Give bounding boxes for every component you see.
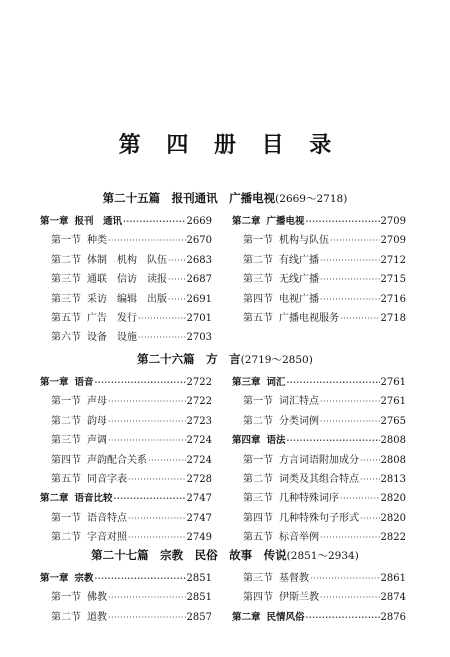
entry-page-number: 2747 <box>186 512 212 524</box>
dot-leader <box>128 470 186 489</box>
entry-page-number: 2701 <box>186 312 212 324</box>
part-title-text: 第二十五篇 报刊通讯 广播电视 <box>102 191 276 205</box>
entry-page-number: 2683 <box>186 254 212 266</box>
entry-number: 第三节 <box>51 293 81 305</box>
toc-section-entry[interactable] <box>40 328 212 347</box>
entry-page-number: 2670 <box>186 235 212 247</box>
dot-leader <box>95 569 186 588</box>
entry-number: 第五节 <box>243 532 273 544</box>
dot-leader <box>320 392 380 411</box>
entry-title: 词汇特点 <box>279 396 319 408</box>
toc-chapter-entry[interactable] <box>232 373 406 392</box>
dot-leader <box>95 373 186 392</box>
dot-leader <box>108 412 186 431</box>
entry-title: 广告 发行 <box>87 312 137 324</box>
dot-leader <box>320 528 380 547</box>
entry-number: 第二节 <box>243 473 273 485</box>
toc-column-right <box>232 212 406 328</box>
dot-leader <box>123 212 186 231</box>
toc-section-entry[interactable] <box>232 489 406 508</box>
entry-title: 基督教 <box>279 573 309 584</box>
entry-page-number: 2857 <box>186 611 212 623</box>
toc-section-entry[interactable] <box>40 270 212 289</box>
entry-number: 第一章 <box>40 216 69 227</box>
entry-title: 佛教 <box>87 592 107 604</box>
part-title <box>0 547 450 563</box>
entry-title: 语音特点 <box>87 512 127 524</box>
entry-title: 机构与队伍 <box>279 235 329 247</box>
entry-number: 第四节 <box>243 293 273 305</box>
toc-chapter-entry[interactable] <box>232 431 406 450</box>
toc-column-right <box>232 569 406 627</box>
dot-leader <box>360 470 380 489</box>
entry-number: 第三节 <box>243 573 273 584</box>
entry-page-number: 2709 <box>380 235 406 247</box>
entry-number: 第一节 <box>243 454 273 466</box>
entry-title: 道教 <box>87 611 107 623</box>
dot-leader <box>108 588 186 607</box>
dot-leader <box>108 231 186 250</box>
entry-title: 伊斯兰教 <box>279 592 319 604</box>
toc-section-entry[interactable] <box>40 470 212 489</box>
toc-section-entry[interactable] <box>232 528 406 547</box>
entry-number: 第二节 <box>51 415 81 427</box>
dot-leader <box>320 270 380 289</box>
dot-leader <box>108 392 186 411</box>
entry-page-number: 2716 <box>380 293 406 305</box>
part-page-range: (2669～2718) <box>275 193 348 205</box>
entry-page-number: 2874 <box>380 592 406 604</box>
entry-title: 声调 <box>87 435 107 447</box>
dot-leader <box>168 290 186 309</box>
entry-title: 字音对照 <box>87 532 127 544</box>
entry-title: 宗教 <box>74 573 94 584</box>
entry-title: 标音举例 <box>279 532 319 544</box>
dot-leader <box>138 328 186 347</box>
entry-title: 种类 <box>87 235 107 247</box>
toc-column-left <box>40 212 212 348</box>
page-title: 第 四 册 目 录 <box>118 133 341 158</box>
entry-page-number: 2712 <box>380 254 406 266</box>
part-title-text: 第二十六篇 方 言 <box>137 352 241 366</box>
entry-title: 语音 <box>74 377 94 388</box>
entry-number: 第二节 <box>243 415 273 427</box>
entry-page-number: 2724 <box>186 454 212 466</box>
toc-section-entry[interactable] <box>232 251 406 270</box>
dot-leader <box>114 489 186 508</box>
entry-page-number: 2669 <box>186 216 212 227</box>
dot-leader <box>320 588 380 607</box>
entry-page-number: 2722 <box>186 396 212 408</box>
entry-page-number: 2749 <box>186 532 212 544</box>
entry-number: 第二章 <box>40 493 69 505</box>
entry-title: 声母 <box>87 396 107 408</box>
entry-title: 广播电视 <box>266 216 305 227</box>
entry-title: 报刊 通讯 <box>74 216 123 227</box>
toc-section-entry[interactable] <box>40 509 212 528</box>
entry-page-number: 2861 <box>380 573 406 584</box>
entry-number: 第二章 <box>232 216 261 227</box>
dot-leader <box>320 251 380 270</box>
entry-page-number: 2813 <box>380 473 406 485</box>
entry-title: 语法 <box>266 435 286 447</box>
entry-page-number: 2820 <box>380 512 406 524</box>
entry-number: 第二节 <box>51 611 81 623</box>
entry-number: 第二章 <box>232 611 261 623</box>
part-title-text: 第二十七篇 宗教 民俗 故事 传说 <box>91 548 287 562</box>
dot-leader <box>340 489 380 508</box>
entry-title: 语音比较 <box>74 493 113 505</box>
toc-chapter-entry[interactable] <box>232 212 406 231</box>
toc-section-entry[interactable] <box>232 392 406 411</box>
entry-number: 第三章 <box>232 377 261 388</box>
part-page-range: (2719～2850) <box>240 354 313 366</box>
dot-leader <box>148 451 186 470</box>
part-title <box>0 351 450 367</box>
entry-title: 分类词例 <box>279 415 319 427</box>
entry-number: 第四节 <box>243 512 273 524</box>
entry-number: 第一节 <box>51 396 81 408</box>
entry-number: 第一节 <box>243 235 273 247</box>
entry-number: 第一节 <box>243 396 273 408</box>
dot-leader <box>168 270 186 289</box>
dot-leader <box>310 569 380 588</box>
toc-section-entry[interactable] <box>232 231 406 250</box>
toc-section-entry[interactable] <box>40 251 212 270</box>
dot-leader <box>128 509 186 528</box>
entry-number: 第四章 <box>232 435 261 447</box>
entry-title: 设备 设施 <box>87 332 137 344</box>
toc-chapter-entry[interactable] <box>40 569 212 588</box>
toc-section-entry[interactable] <box>40 451 212 470</box>
entry-page-number: 2851 <box>186 573 212 584</box>
entry-title: 声韵配合关系 <box>87 454 147 466</box>
dot-leader <box>108 608 186 627</box>
dot-leader <box>287 373 380 392</box>
entry-page-number: 2715 <box>380 274 406 286</box>
entry-title: 方言词语附加成分 <box>279 454 359 466</box>
part-title <box>0 190 450 206</box>
toc-section-entry[interactable] <box>40 608 212 627</box>
entry-page-number: 2761 <box>380 377 406 388</box>
toc-section-entry[interactable] <box>40 392 212 411</box>
dot-leader <box>108 431 186 450</box>
entry-title: 无线广播 <box>279 274 319 286</box>
entry-title: 有线广播 <box>279 254 319 266</box>
entry-title: 同音字表 <box>87 473 127 485</box>
toc-section-entry[interactable] <box>232 569 406 588</box>
entry-number: 第三节 <box>243 493 273 505</box>
toc-section-entry[interactable] <box>40 290 212 309</box>
toc-column-left <box>40 569 212 627</box>
part-page-range: (2851～2934) <box>286 550 359 562</box>
entry-number: 第一节 <box>51 235 81 247</box>
entry-number: 第三节 <box>51 274 81 286</box>
dot-leader <box>287 431 380 450</box>
toc-chapter-entry[interactable] <box>232 608 406 627</box>
entry-page-number: 2718 <box>380 312 406 324</box>
toc-section-entry[interactable] <box>40 431 212 450</box>
toc-section-entry[interactable] <box>232 588 406 607</box>
entry-page-number: 2851 <box>186 592 212 604</box>
toc-section-entry[interactable] <box>232 309 406 328</box>
entry-page-number: 2687 <box>186 274 212 286</box>
toc-column-left <box>40 373 212 548</box>
entry-page-number: 2808 <box>380 435 406 447</box>
toc-section-entry[interactable] <box>232 290 406 309</box>
entry-number: 第五节 <box>51 312 81 324</box>
toc-section-entry[interactable] <box>232 451 406 470</box>
toc-section-entry[interactable] <box>232 470 406 489</box>
entry-title: 词汇 <box>266 377 286 388</box>
entry-page-number: 2765 <box>380 415 406 427</box>
toc-section-entry[interactable] <box>40 231 212 250</box>
dot-leader <box>330 231 380 250</box>
dot-leader <box>306 608 380 627</box>
toc-chapter-entry[interactable] <box>40 212 212 231</box>
toc-column-right <box>232 373 406 548</box>
entry-page-number: 2876 <box>380 611 406 623</box>
toc-section-entry[interactable] <box>40 588 212 607</box>
entry-number: 第一节 <box>51 512 81 524</box>
entry-page-number: 2724 <box>186 435 212 447</box>
entry-number: 第四节 <box>51 454 81 466</box>
entry-number: 第三节 <box>51 435 81 447</box>
entry-number: 第一章 <box>40 377 69 388</box>
entry-page-number: 2722 <box>186 377 212 388</box>
toc-section-entry[interactable] <box>232 270 406 289</box>
entry-number: 第一章 <box>40 573 69 584</box>
entry-title: 电视广播 <box>279 293 319 305</box>
entry-number: 第五节 <box>243 312 273 324</box>
entry-page-number: 2761 <box>380 396 406 408</box>
toc-section-entry[interactable] <box>40 528 212 547</box>
entry-title: 几种特殊句子形式 <box>279 512 359 524</box>
entry-page-number: 2822 <box>380 532 406 544</box>
entry-number: 第四节 <box>243 592 273 604</box>
entry-page-number: 2808 <box>380 454 406 466</box>
entry-title: 体制 机构 队伍 <box>87 254 167 266</box>
entry-title: 通联 信访 读报 <box>87 274 167 286</box>
toc-chapter-entry[interactable] <box>40 489 212 508</box>
entry-number: 第三节 <box>243 274 273 286</box>
entry-number: 第二节 <box>51 532 81 544</box>
entry-number: 第二节 <box>51 254 81 266</box>
dot-leader <box>360 509 380 528</box>
entry-number: 第一节 <box>51 592 81 604</box>
entry-page-number: 2728 <box>186 473 212 485</box>
dot-leader <box>320 412 380 431</box>
entry-number: 第五节 <box>51 473 81 485</box>
dot-leader <box>128 528 186 547</box>
dot-leader <box>360 451 380 470</box>
entry-page-number: 2747 <box>186 493 212 505</box>
entry-page-number: 2691 <box>186 293 212 305</box>
entry-title: 韵母 <box>87 415 107 427</box>
dot-leader <box>340 309 380 328</box>
dot-leader <box>168 251 186 270</box>
toc-section-entry[interactable] <box>40 309 212 328</box>
entry-page-number: 2709 <box>380 216 406 227</box>
entry-title: 广播电视服务 <box>279 312 339 324</box>
entry-page-number: 2723 <box>186 415 212 427</box>
toc-chapter-entry[interactable] <box>40 373 212 392</box>
toc-section-entry[interactable] <box>40 412 212 431</box>
entry-title: 词类及其组合特点 <box>279 473 359 485</box>
dot-leader <box>320 290 380 309</box>
entry-number: 第二节 <box>243 254 273 266</box>
toc-section-entry[interactable] <box>232 509 406 528</box>
dot-leader <box>138 309 186 328</box>
entry-page-number: 2703 <box>186 332 212 344</box>
entry-number: 第六节 <box>51 332 81 344</box>
entry-title: 采访 编辑 出版 <box>87 293 167 305</box>
entry-title: 几种特殊词序 <box>279 493 339 505</box>
entry-title: 民情风俗 <box>266 611 305 623</box>
toc-section-entry[interactable] <box>232 412 406 431</box>
entry-page-number: 2820 <box>380 493 406 505</box>
dot-leader <box>306 212 380 231</box>
